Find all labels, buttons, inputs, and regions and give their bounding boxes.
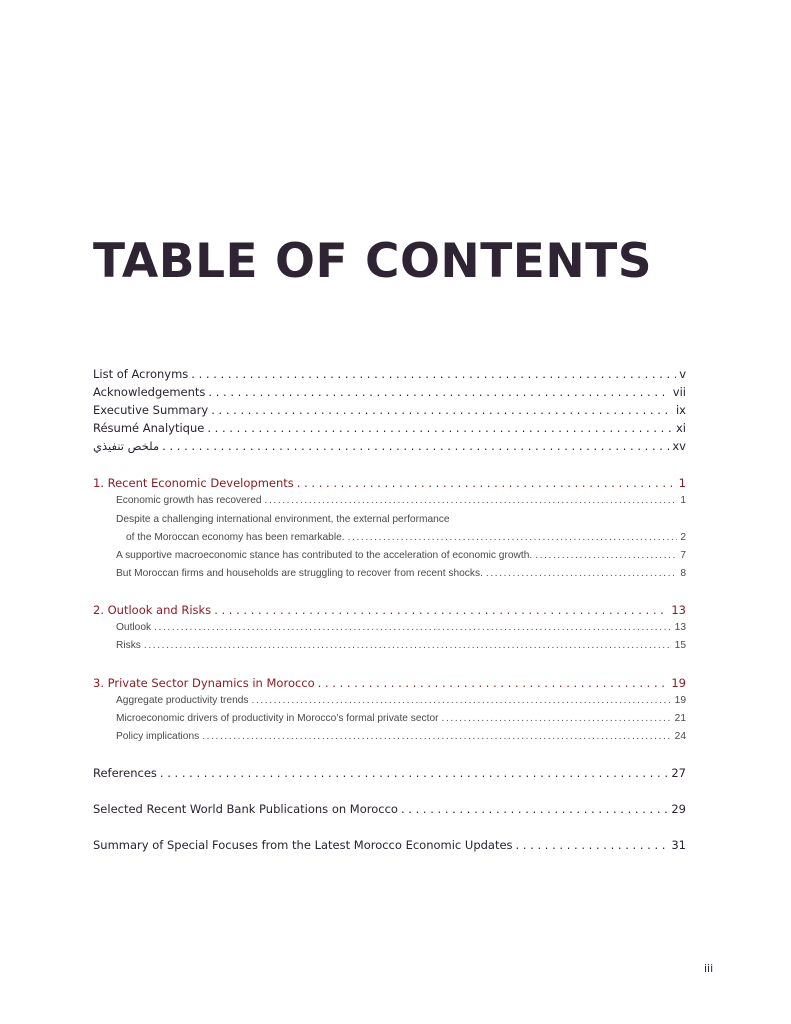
toc-entry-label: Selected Recent World Bank Publications on Morocco xyxy=(93,802,398,816)
toc-entry-label: References xyxy=(93,766,157,780)
toc-chapter-page: 1 xyxy=(678,476,686,490)
toc-section-outlook[interactable] xyxy=(116,620,686,636)
toc-section-page: 24 xyxy=(674,731,686,742)
toc-chapter-label: 3. Private Sector Dynamics in Morocco xyxy=(93,676,315,690)
dot-leader xyxy=(202,729,671,745)
dot-leader xyxy=(265,493,678,509)
page-title: TABLE OF CONTENTS xyxy=(93,234,653,289)
toc-entry-page: ix xyxy=(675,403,686,417)
toc-section-page: 19 xyxy=(674,695,686,706)
toc-entry-label: ملخص تنفيذي xyxy=(93,439,160,453)
toc-chapter-label: 2. Outlook and Risks xyxy=(93,603,212,617)
toc-entry-label: List of Acronyms xyxy=(93,367,189,381)
toc-entry-resume-analytique[interactable] xyxy=(93,420,686,436)
toc-entry-label: Résumé Analytique xyxy=(93,421,205,435)
toc-entry-list-of-acronyms[interactable] xyxy=(93,366,686,382)
toc-section-aggregate-productivity[interactable] xyxy=(116,693,686,709)
toc-entry-label: Summary of Special Focuses from the Latest Morocco Economic Updates xyxy=(93,838,513,852)
toc-chapter-3[interactable] xyxy=(93,675,686,691)
toc-entry-references[interactable] xyxy=(93,765,686,781)
dot-leader xyxy=(318,675,669,691)
dot-leader xyxy=(348,530,678,546)
toc-section-label: Aggregate productivity trends xyxy=(116,695,249,706)
toc-entry-page: xi xyxy=(675,421,686,435)
toc-section-label: Risks xyxy=(116,640,141,651)
dot-leader xyxy=(144,638,672,654)
toc-entry-world-bank-publications[interactable] xyxy=(93,801,686,817)
dot-leader xyxy=(160,765,668,781)
toc-chapter-page: 19 xyxy=(671,676,686,690)
toc-entry-page: 27 xyxy=(671,766,686,780)
toc-entry-page: 29 xyxy=(671,802,686,816)
dot-leader xyxy=(442,711,672,727)
toc-entry-page: 31 xyxy=(671,838,686,852)
dot-leader xyxy=(297,475,676,491)
toc-section-label: A supportive macroeconomic stance has contributed to the acceleration of economic growth. xyxy=(116,550,533,561)
dot-leader xyxy=(401,801,668,817)
dot-leader xyxy=(207,420,673,436)
dot-leader xyxy=(211,402,673,418)
toc-section-page: 8 xyxy=(680,568,686,579)
toc-section-economic-growth[interactable] xyxy=(116,493,686,509)
toc-entry-page: vii xyxy=(672,385,686,399)
toc-section-page: 13 xyxy=(674,622,686,633)
toc-section-page: 7 xyxy=(680,550,686,561)
toc-entry-page: v xyxy=(679,367,686,381)
dot-leader xyxy=(162,438,669,454)
toc-chapter-1[interactable] xyxy=(93,475,686,491)
toc-section-label: Despite a challenging international environment, the external performance xyxy=(116,514,450,525)
dot-leader xyxy=(516,837,669,853)
dot-leader xyxy=(154,620,672,636)
toc-section-external-performance-line1[interactable] xyxy=(116,512,686,528)
toc-entry-executive-summary[interactable] xyxy=(93,402,686,418)
toc-section-page: 1 xyxy=(680,495,686,506)
toc-section-macroeconomic-stance[interactable] xyxy=(116,548,686,564)
toc-entry-label: Acknowledgements xyxy=(93,385,206,399)
dot-leader xyxy=(214,602,668,618)
toc-chapter-page: 13 xyxy=(671,603,686,617)
toc-section-page: 2 xyxy=(680,532,686,543)
toc-section-label-continued: of the Moroccan economy has been remarkable. xyxy=(126,532,345,543)
toc-section-microeconomic-drivers[interactable] xyxy=(116,711,686,727)
toc-section-risks[interactable] xyxy=(116,638,686,654)
toc-section-label: Policy implications xyxy=(116,731,200,742)
toc-section-label: But Moroccan firms and households are struggling to recover from recent shocks. xyxy=(116,568,483,579)
toc-chapter-label: 1. Recent Economic Developments xyxy=(93,476,294,490)
dot-leader xyxy=(208,384,669,400)
toc-section-label: Microeconomic drivers of productivity in Morocco’s formal private sector xyxy=(116,713,439,724)
dot-leader xyxy=(191,366,676,382)
toc-section-label: Economic growth has recovered xyxy=(116,495,262,506)
toc-entry-page: xv xyxy=(672,439,686,453)
toc-entry-label: Executive Summary xyxy=(93,403,209,417)
toc-entry-special-focuses[interactable] xyxy=(93,837,686,853)
toc-entry-acknowledgements[interactable] xyxy=(93,384,686,400)
toc-chapter-2[interactable] xyxy=(93,602,686,618)
toc-section-external-performance-line2[interactable] xyxy=(126,530,686,546)
toc-section-firms-households[interactable] xyxy=(116,566,686,582)
toc-entry-arabic-executive-summary[interactable] xyxy=(93,438,686,454)
page-number: iii xyxy=(704,962,714,975)
dot-leader xyxy=(486,566,677,582)
toc-section-page: 21 xyxy=(674,713,686,724)
toc-section-page: 15 xyxy=(674,640,686,651)
toc-section-label: Outlook xyxy=(116,622,152,633)
toc-section-policy-implications[interactable] xyxy=(116,729,686,745)
dot-leader xyxy=(535,548,677,564)
dot-leader xyxy=(252,693,672,709)
